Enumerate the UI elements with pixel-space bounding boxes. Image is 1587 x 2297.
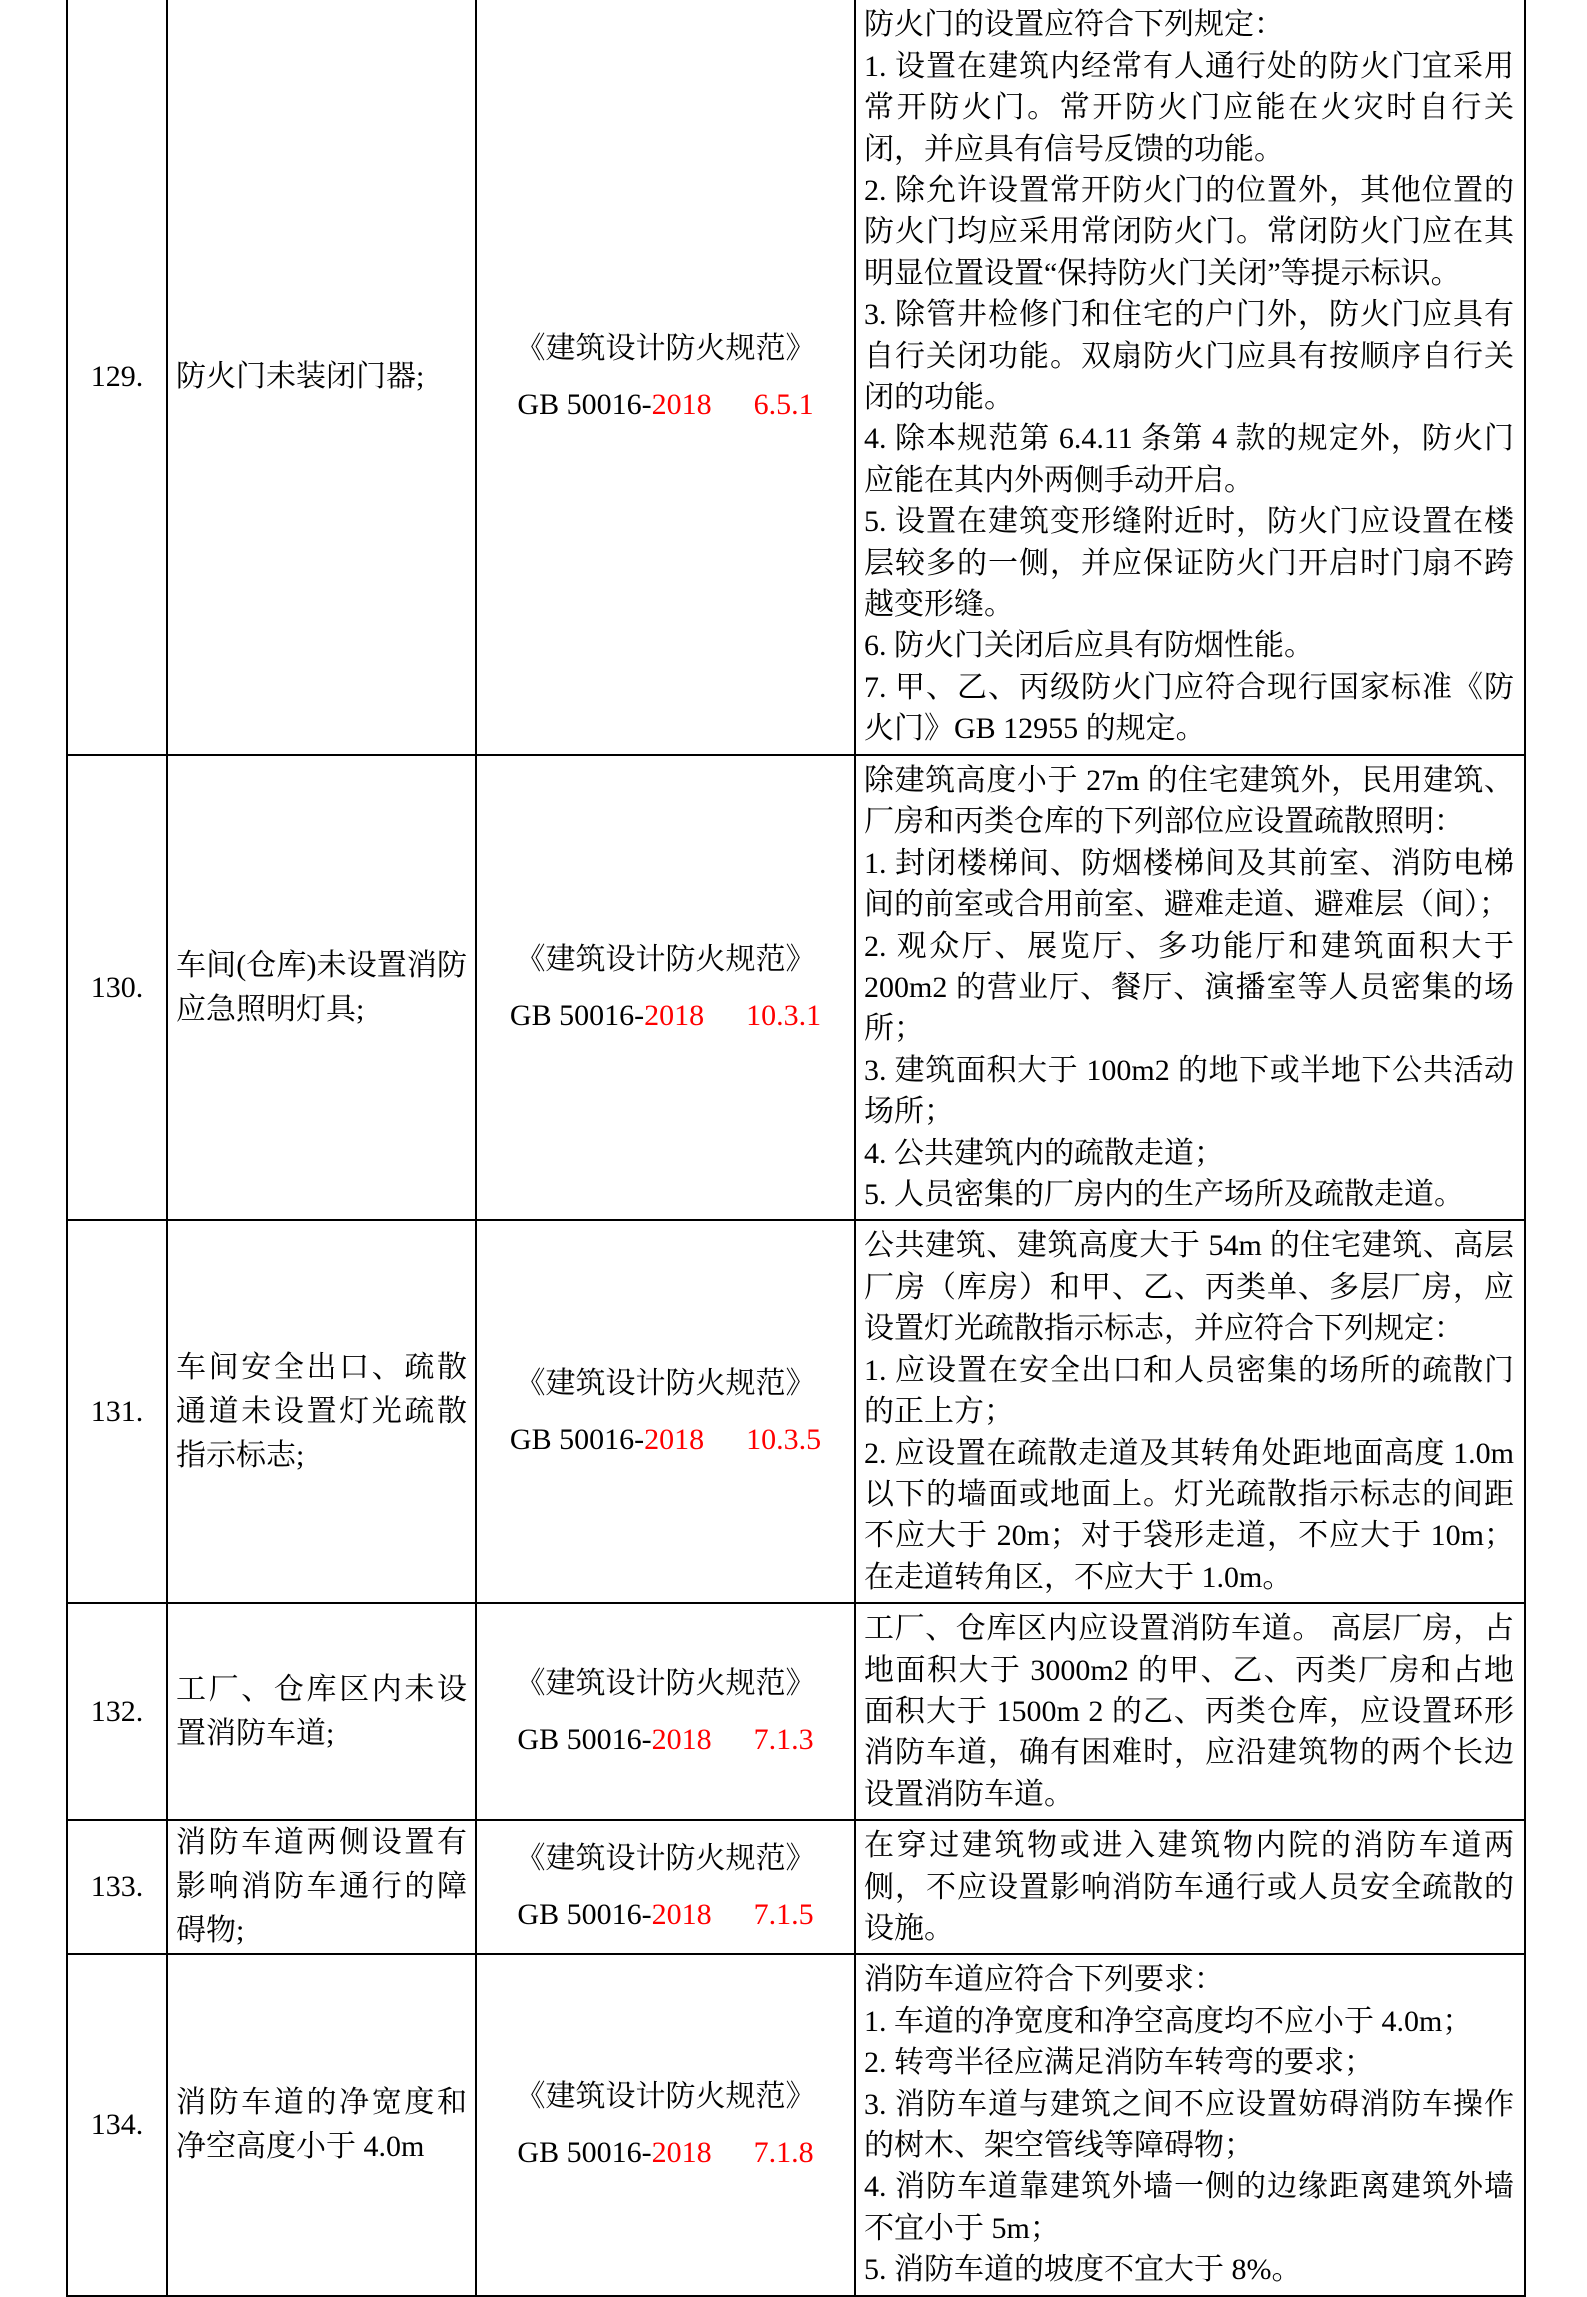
reference-section: 7.1.5 <box>753 1898 814 1932</box>
reference-title: 《建筑设计防火规范》 <box>515 2080 816 2113</box>
issue-cell <box>167 1603 476 1820</box>
reference-year: 2018 <box>651 1898 712 1932</box>
table-body <box>67 0 1525 2296</box>
detail-paragraph: 防火门的设置应符合下列规定： <box>864 8 1284 42</box>
detail-paragraph: 工厂、仓库区内应设置消防车道。 高层厂房，占地面积大于 3000m2 的甲、乙、丙类厂房和占地面积大于 1500m 2 的乙、丙类仓库，应设置环形消防车道，确有困难时，应沿建筑物的两个长边设置消防车道。 <box>864 1612 1514 1811</box>
issue-cell <box>167 755 476 1220</box>
issue-cell <box>167 0 476 755</box>
reference-section: 10.3.5 <box>746 1422 822 1456</box>
row-number-cell <box>67 1220 167 1603</box>
issue-text: 车间安全出口、疏散通道未设置灯光疏散指示标志; <box>176 1350 467 1472</box>
detail-paragraph: 公共建筑、建筑高度大于 54m 的住宅建筑、高层厂房（库房）和甲、乙、丙类单、多层厂房，应设置灯光疏散指示标志，并应符合下列规定： <box>864 1229 1514 1346</box>
reference-title-line <box>481 321 850 377</box>
detail-paragraph: 在穿过建筑物或进入建筑物内院的消防车道两侧，不应设置影响消防车通行或人员安全疏散的设施。 <box>864 1829 1514 1945</box>
reference-title: 《建筑设计防火规范》 <box>515 1666 816 1700</box>
detail-paragraph: 4. 除本规范第 6.4.11 条第 4 款的规定外，防火门应能在其内外两侧手动开启。 <box>864 422 1514 497</box>
detail-cell <box>855 1820 1525 1954</box>
reference-title: 《建筑设计防火规范》 <box>515 1842 816 1876</box>
detail-cell <box>855 1603 1525 1820</box>
row-number-cell <box>67 1603 167 1820</box>
detail-paragraph: 5. 设置在建筑变形缝附近时，防火门应设置在楼层较多的一侧，并应保证防火门开启时门扇不跨越变形缝。 <box>864 505 1514 622</box>
detail-cell <box>855 0 1525 755</box>
reference-code: GB 50016- <box>517 1898 652 1932</box>
detail-cell <box>855 1954 1525 2295</box>
detail-paragraph: 3. 消防车道与建筑之间不应设置妨碍消防车操作的树木、架空管线等障碍物； <box>864 2087 1514 2162</box>
row-number-cell <box>67 755 167 1220</box>
issue-text: 防火门未装闭门器; <box>176 360 425 393</box>
reference-title-line <box>481 1831 850 1887</box>
detail-paragraph: 2. 除允许设置常开防火门的位置外，其他位置的防火门均应采用常闭防火门。常闭防火门应在其明显位置设置“保持防火门关闭”等提示标识。 <box>864 173 1514 290</box>
detail-paragraph: 1. 设置在建筑内经常有人通行处的防火门宜采用常开防火门。常开防火门应能在火灾时自行关闭，并应具有信号反馈的功能。 <box>864 49 1514 166</box>
detail-paragraph: 消防车道应符合下列要求： <box>864 1963 1224 1997</box>
detail-paragraph: 1. 应设置在安全出口和人员密集的场所的疏散门的正上方； <box>864 1353 1514 1429</box>
row-number-cell <box>67 0 167 755</box>
reference-code: GB 50016- <box>509 1422 645 1456</box>
reference-code-line <box>481 2125 850 2181</box>
table-row-131 <box>67 1220 1525 1603</box>
reference-cell <box>476 1820 855 1954</box>
issue-cell <box>167 1820 476 1954</box>
reference-year: 2018 <box>644 1422 705 1456</box>
issue-text: 车间(仓库)未设置消防应急照明灯具; <box>176 948 467 1026</box>
detail-paragraph: 4. 公共建筑内的疏散走道； <box>864 1136 1224 1170</box>
row-number: 134. <box>90 2108 144 2141</box>
detail-cell <box>855 755 1525 1220</box>
reference-year: 2018 <box>651 388 712 421</box>
detail-paragraph: 2. 应设置在疏散走道及其转角处距地面高度 1.0m 以下的墙面或地面上。灯光疏散指示标志的间距不应大于 20m；对于袋形走道，不应大于 10m；在走道转角区，不应大于 1.0m。 <box>864 1436 1514 1594</box>
table-row-129 <box>67 0 1525 755</box>
reference-section: 6.5.1 <box>753 388 814 421</box>
reference-cell <box>476 1603 855 1820</box>
detail-paragraph: 1. 封闭楼梯间、防烟楼梯间及其前室、消防电梯间的前室或合用前室、避难走道、避难层（间）； <box>864 846 1514 922</box>
row-number: 132. <box>90 1694 144 1728</box>
reference-year: 2018 <box>651 1722 712 1756</box>
reference-code-line <box>481 377 850 433</box>
reference-code: GB 50016- <box>517 2136 652 2169</box>
row-number-cell <box>67 1954 167 2295</box>
reference-section: 7.1.3 <box>753 1722 814 1756</box>
row-number: 129. <box>90 360 144 393</box>
reference-cell <box>476 1954 855 2295</box>
reference-code-line <box>481 1712 850 1768</box>
detail-paragraph: 7. 甲、乙、丙级防火门应符合现行国家标准《防火门》GB 12955 的规定。 <box>864 670 1514 746</box>
detail-paragraph: 4. 消防车道靠建筑外墙一侧的边缘距离建筑外墙不宜小于 5m； <box>864 2170 1514 2245</box>
reference-code: GB 50016- <box>517 1722 652 1756</box>
reference-year: 2018 <box>644 998 705 1032</box>
reference-code-line <box>481 988 850 1044</box>
reference-cell <box>476 0 855 755</box>
reference-title: 《建筑设计防火规范》 <box>515 942 816 976</box>
reference-title: 《建筑设计防火规范》 <box>515 1366 816 1400</box>
row-number: 133. <box>90 1870 144 1904</box>
reference-section: 7.1.8 <box>753 2136 814 2169</box>
reference-title: 《建筑设计防火规范》 <box>515 332 816 365</box>
detail-paragraph: 3. 建筑面积大于 100m2 的地下或半地下公共活动场所； <box>864 1053 1514 1129</box>
reference-code-line <box>481 1887 850 1943</box>
reference-cell <box>476 1220 855 1603</box>
issue-text: 消防车道两侧设置有影响消防车通行的障碍物; <box>176 1826 467 1948</box>
reference-code-line <box>481 1412 850 1468</box>
reference-cell <box>476 755 855 1220</box>
issue-text: 消防车道的净宽度和净空高度小于 4.0m <box>176 2086 467 2163</box>
reference-title-line <box>481 1356 850 1412</box>
detail-paragraph: 6. 防火门关闭后应具有防烟性能。 <box>864 629 1314 663</box>
regulation-table <box>66 0 1526 2297</box>
reference-year: 2018 <box>651 2136 712 2169</box>
detail-cell <box>855 1220 1525 1603</box>
detail-paragraph: 5. 消防车道的坡度不宜大于 8%。 <box>864 2253 1302 2287</box>
reference-title-line <box>481 1656 850 1712</box>
reference-code: GB 50016- <box>517 388 652 421</box>
row-number-cell <box>67 1820 167 1954</box>
detail-paragraph: 2. 转弯半径应满足消防车转弯的要求； <box>864 2046 1374 2080</box>
detail-paragraph: 1. 车道的净宽度和净空高度均不应小于 4.0m； <box>864 2004 1473 2038</box>
issue-text: 工厂、仓库区内未设置消防车道; <box>176 1672 467 1750</box>
table-row-134 <box>67 1954 1525 2295</box>
row-number: 130. <box>90 970 144 1004</box>
reference-section: 10.3.1 <box>746 998 822 1032</box>
table-row-130 <box>67 755 1525 1220</box>
issue-cell <box>167 1220 476 1603</box>
detail-paragraph: 除建筑高度小于 27m 的住宅建筑外，民用建筑、厂房和丙类仓库的下列部位应设置疏散照明： <box>864 764 1514 839</box>
detail-paragraph: 2. 观众厅、展览厅、多功能厅和建筑面积大于 200m2 的营业厅、餐厅、演播室等人员密集的场所； <box>864 929 1514 1046</box>
reference-code: GB 50016- <box>509 998 645 1032</box>
table-row-132 <box>67 1603 1525 1820</box>
detail-paragraph: 3. 除管井检修门和住宅的户门外，防火门应具有自行关闭功能。双扇防火门应具有按顺序自行关闭的功能。 <box>864 298 1514 414</box>
table-row-133 <box>67 1820 1525 1954</box>
row-number: 131. <box>90 1394 144 1428</box>
reference-title-line <box>481 2069 850 2125</box>
issue-cell <box>167 1954 476 2295</box>
detail-paragraph: 5. 人员密集的厂房内的生产场所及疏散走道。 <box>864 1178 1464 1212</box>
reference-title-line <box>481 932 850 988</box>
